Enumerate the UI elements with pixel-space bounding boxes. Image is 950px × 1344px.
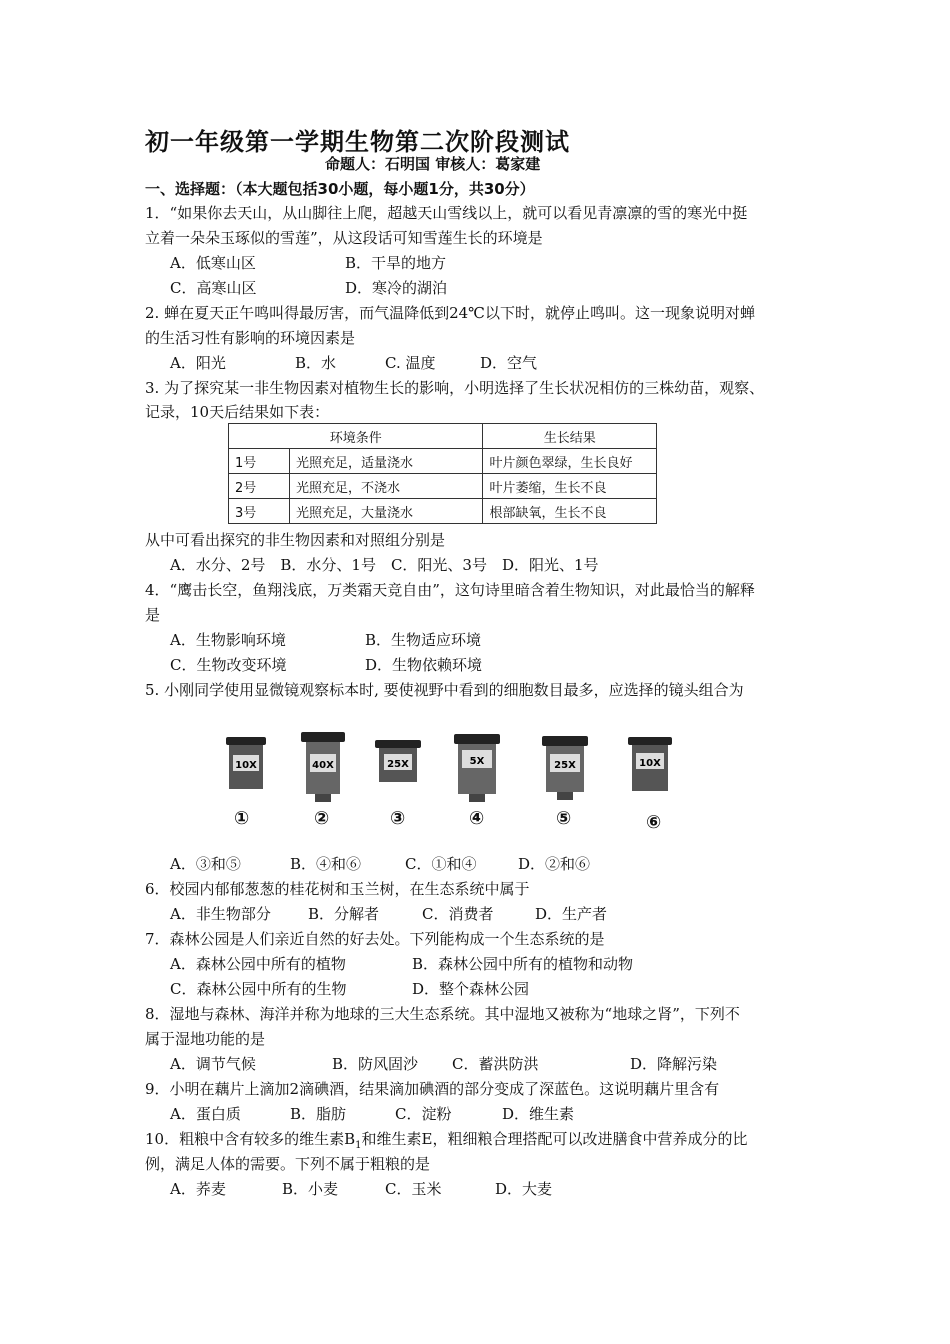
lens-1-label: 10X — [235, 760, 257, 771]
lens-4-number: ④ — [469, 808, 485, 829]
q8-line-1: 8．湿地与森林、海洋并称为地球的三大生态系统。其中湿地又被称为“地球之肾”，下列不 — [145, 1005, 740, 1023]
table-cell-id: 3号 — [229, 499, 290, 524]
q6-option-a: A．非生物部分 — [170, 905, 271, 923]
q2-option-d: D．空气 — [480, 354, 538, 372]
q3-line-3: 从中可看出探究的非生物因素和对照组分别是 — [145, 531, 446, 549]
q2-option-c: C. 温度 — [385, 354, 436, 372]
lens-6-icon — [626, 735, 674, 801]
q8-option-c: C．蓄洪防洪 — [452, 1055, 539, 1073]
table-cell-result: 根部缺氧，生长不良 — [483, 499, 657, 524]
q1-line-2: 立着一朵朵玉琢似的雪莲”，从这段话可知雪莲生长的环境是 — [145, 229, 543, 247]
q9-option-c: C．淀粉 — [395, 1105, 452, 1123]
table-row — [229, 449, 657, 474]
authors-line: 命题人：石明国 审核人：葛家建 — [325, 155, 541, 173]
q4-option-c: C．生物改变环境 — [170, 656, 287, 674]
q6-option-b: B．分解者 — [308, 905, 380, 923]
q7-line-1: 7．森林公园是人们亲近自然的好去处。下列能构成一个生态系统的是 — [145, 930, 605, 948]
q7-option-d: D．整个森林公园 — [412, 980, 530, 998]
q5-option-c: C．①和④ — [405, 855, 477, 873]
lens-3-icon — [373, 738, 423, 794]
table-cell-condition: 光照充足，不浇水 — [290, 474, 483, 499]
q3-options: A．水分、2号 B．水分、1号 C．阳光、3号 D．阳光、1号 — [170, 556, 599, 574]
q9-option-a: A．蛋白质 — [170, 1105, 241, 1123]
q9-option-b: B．脂肪 — [290, 1105, 347, 1123]
table-cell-condition: 光照充足，大量浇水 — [290, 499, 483, 524]
q9-option-d: D．维生素 — [502, 1105, 575, 1123]
lens-5-icon — [540, 734, 590, 806]
q10-option-d: D．大麦 — [495, 1180, 553, 1198]
lens-5-label: 25X — [554, 760, 576, 771]
table-cell-id: 2号 — [229, 474, 290, 499]
table-cell-id: 1号 — [229, 449, 290, 474]
q5-option-a: A．③和⑤ — [170, 855, 241, 873]
q10-line-2: 例，满足人体的需要。下列不属于粗粮的是 — [145, 1155, 431, 1173]
lens-3-number: ③ — [390, 808, 406, 829]
q4-option-d: D．生物依赖环境 — [365, 656, 483, 674]
q7-option-b: B．森林公园中所有的植物和动物 — [412, 955, 634, 973]
q1-option-a: A．低寒山区 — [170, 254, 256, 272]
q9-line-1: 9．小明在藕片上滴加2滴碘酒，结果滴加碘酒的部分变成了深蓝色。这说明藕片里含有 — [145, 1080, 720, 1098]
section-heading: 一、选择题：（本大题包括30小题，每小题1分，共30分） — [145, 180, 535, 198]
q1-line-1: 1．“如果你去天山，从山脚往上爬，超越天山雪线以上，就可以看见青凛凛的雪的寒光中挺 — [145, 204, 748, 222]
q2-line-1: 2. 蝉在夏天正午鸣叫得最厉害，而气温降低到24℃以下时，就停止鸣叫。这一现象说明对蝉 — [145, 304, 755, 322]
q2-option-b: B．水 — [295, 354, 337, 372]
q10-option-c: C．玉米 — [385, 1180, 442, 1198]
q10-option-b: B．小麦 — [282, 1180, 339, 1198]
table-row — [229, 474, 657, 499]
table-header-condition: 环境条件 — [229, 424, 483, 449]
table-cell-result: 叶片颜色翠绿，生长良好 — [483, 449, 657, 474]
lens-5-number: ⑤ — [556, 808, 572, 829]
lens-4-label: 5X — [469, 756, 485, 767]
q4-line-2: 是 — [145, 606, 161, 624]
q7-option-a: A．森林公园中所有的植物 — [170, 955, 346, 973]
lens-2-icon — [299, 730, 347, 808]
q7-option-c: C．森林公园中所有的生物 — [170, 980, 347, 998]
results-table — [228, 423, 657, 524]
q4-line-1: 4．“鹰击长空，鱼翔浅底，万类霜天竞自由”，这句诗里暗含着生物知识，对此最恰当的解释 — [145, 581, 755, 599]
q5-option-d: D．②和⑥ — [518, 855, 591, 873]
q8-line-2: 属于湿地功能的是 — [145, 1030, 266, 1048]
q10-subscript: 1 — [355, 1140, 362, 1151]
q1-option-d: D．寒冷的湖泊 — [345, 279, 448, 297]
q10-line-1 — [145, 1128, 747, 1151]
q4-option-b: B．生物适应环境 — [365, 631, 482, 649]
lens-4-icon — [452, 732, 502, 808]
q5-option-b: B．④和⑥ — [290, 855, 362, 873]
q2-line-2: 的生活习性有影响的环境因素是 — [145, 329, 356, 347]
q1-option-b: B．干旱的地方 — [345, 254, 447, 272]
lens-2-number: ② — [314, 808, 330, 829]
q5-line-1: 5. 小刚同学使用显微镜观察标本时, 要使视野中看到的细胞数目最多，应选择的镜头组合为 — [145, 681, 744, 699]
lens-3-label: 25X — [387, 759, 409, 770]
lens-6-label: 10X — [639, 758, 661, 769]
table-header-row — [229, 424, 657, 449]
q10-text-a: 10．粗粮中含有较多的维生素B — [145, 1130, 356, 1148]
q10-option-a: A．荞麦 — [170, 1180, 226, 1198]
q8-option-a: A．调节气候 — [170, 1055, 256, 1073]
q8-option-b: B．防风固沙 — [332, 1055, 419, 1073]
q4-option-a: A．生物影响环境 — [170, 631, 286, 649]
q6-option-d: D．生产者 — [535, 905, 608, 923]
q10-text-b: 和维生素E，粗细粮合理搭配可以改进膳食中营养成分的比 — [361, 1130, 748, 1148]
table-header-result: 生长结果 — [483, 424, 657, 449]
q6-option-c: C．消费者 — [422, 905, 494, 923]
lens-1-number: ① — [234, 808, 250, 829]
q8-option-d: D．降解污染 — [630, 1055, 718, 1073]
q3-line-1: 3. 为了探究某一非生物因素对植物生长的影响，小明选择了生长状况相仿的三株幼苗，观察、 — [145, 379, 765, 397]
q3-line-2: 记录，10天后结果如下表： — [145, 403, 330, 421]
table-row — [229, 499, 657, 524]
lens-2-label: 40X — [312, 760, 334, 771]
q1-option-c: C．高寒山区 — [170, 279, 257, 297]
q2-option-a: A．阳光 — [170, 354, 226, 372]
lens-6-number: ⑥ — [646, 812, 662, 833]
lens-1-icon — [223, 735, 269, 799]
page-title: 初一年级第一学期生物第二次阶段测试 — [145, 128, 570, 156]
q6-line-1: 6．校园内郁郁葱葱的桂花树和玉兰树，在生态系统中属于 — [145, 880, 530, 898]
table-cell-condition: 光照充足，适量浇水 — [290, 449, 483, 474]
table-cell-result: 叶片萎缩，生长不良 — [483, 474, 657, 499]
